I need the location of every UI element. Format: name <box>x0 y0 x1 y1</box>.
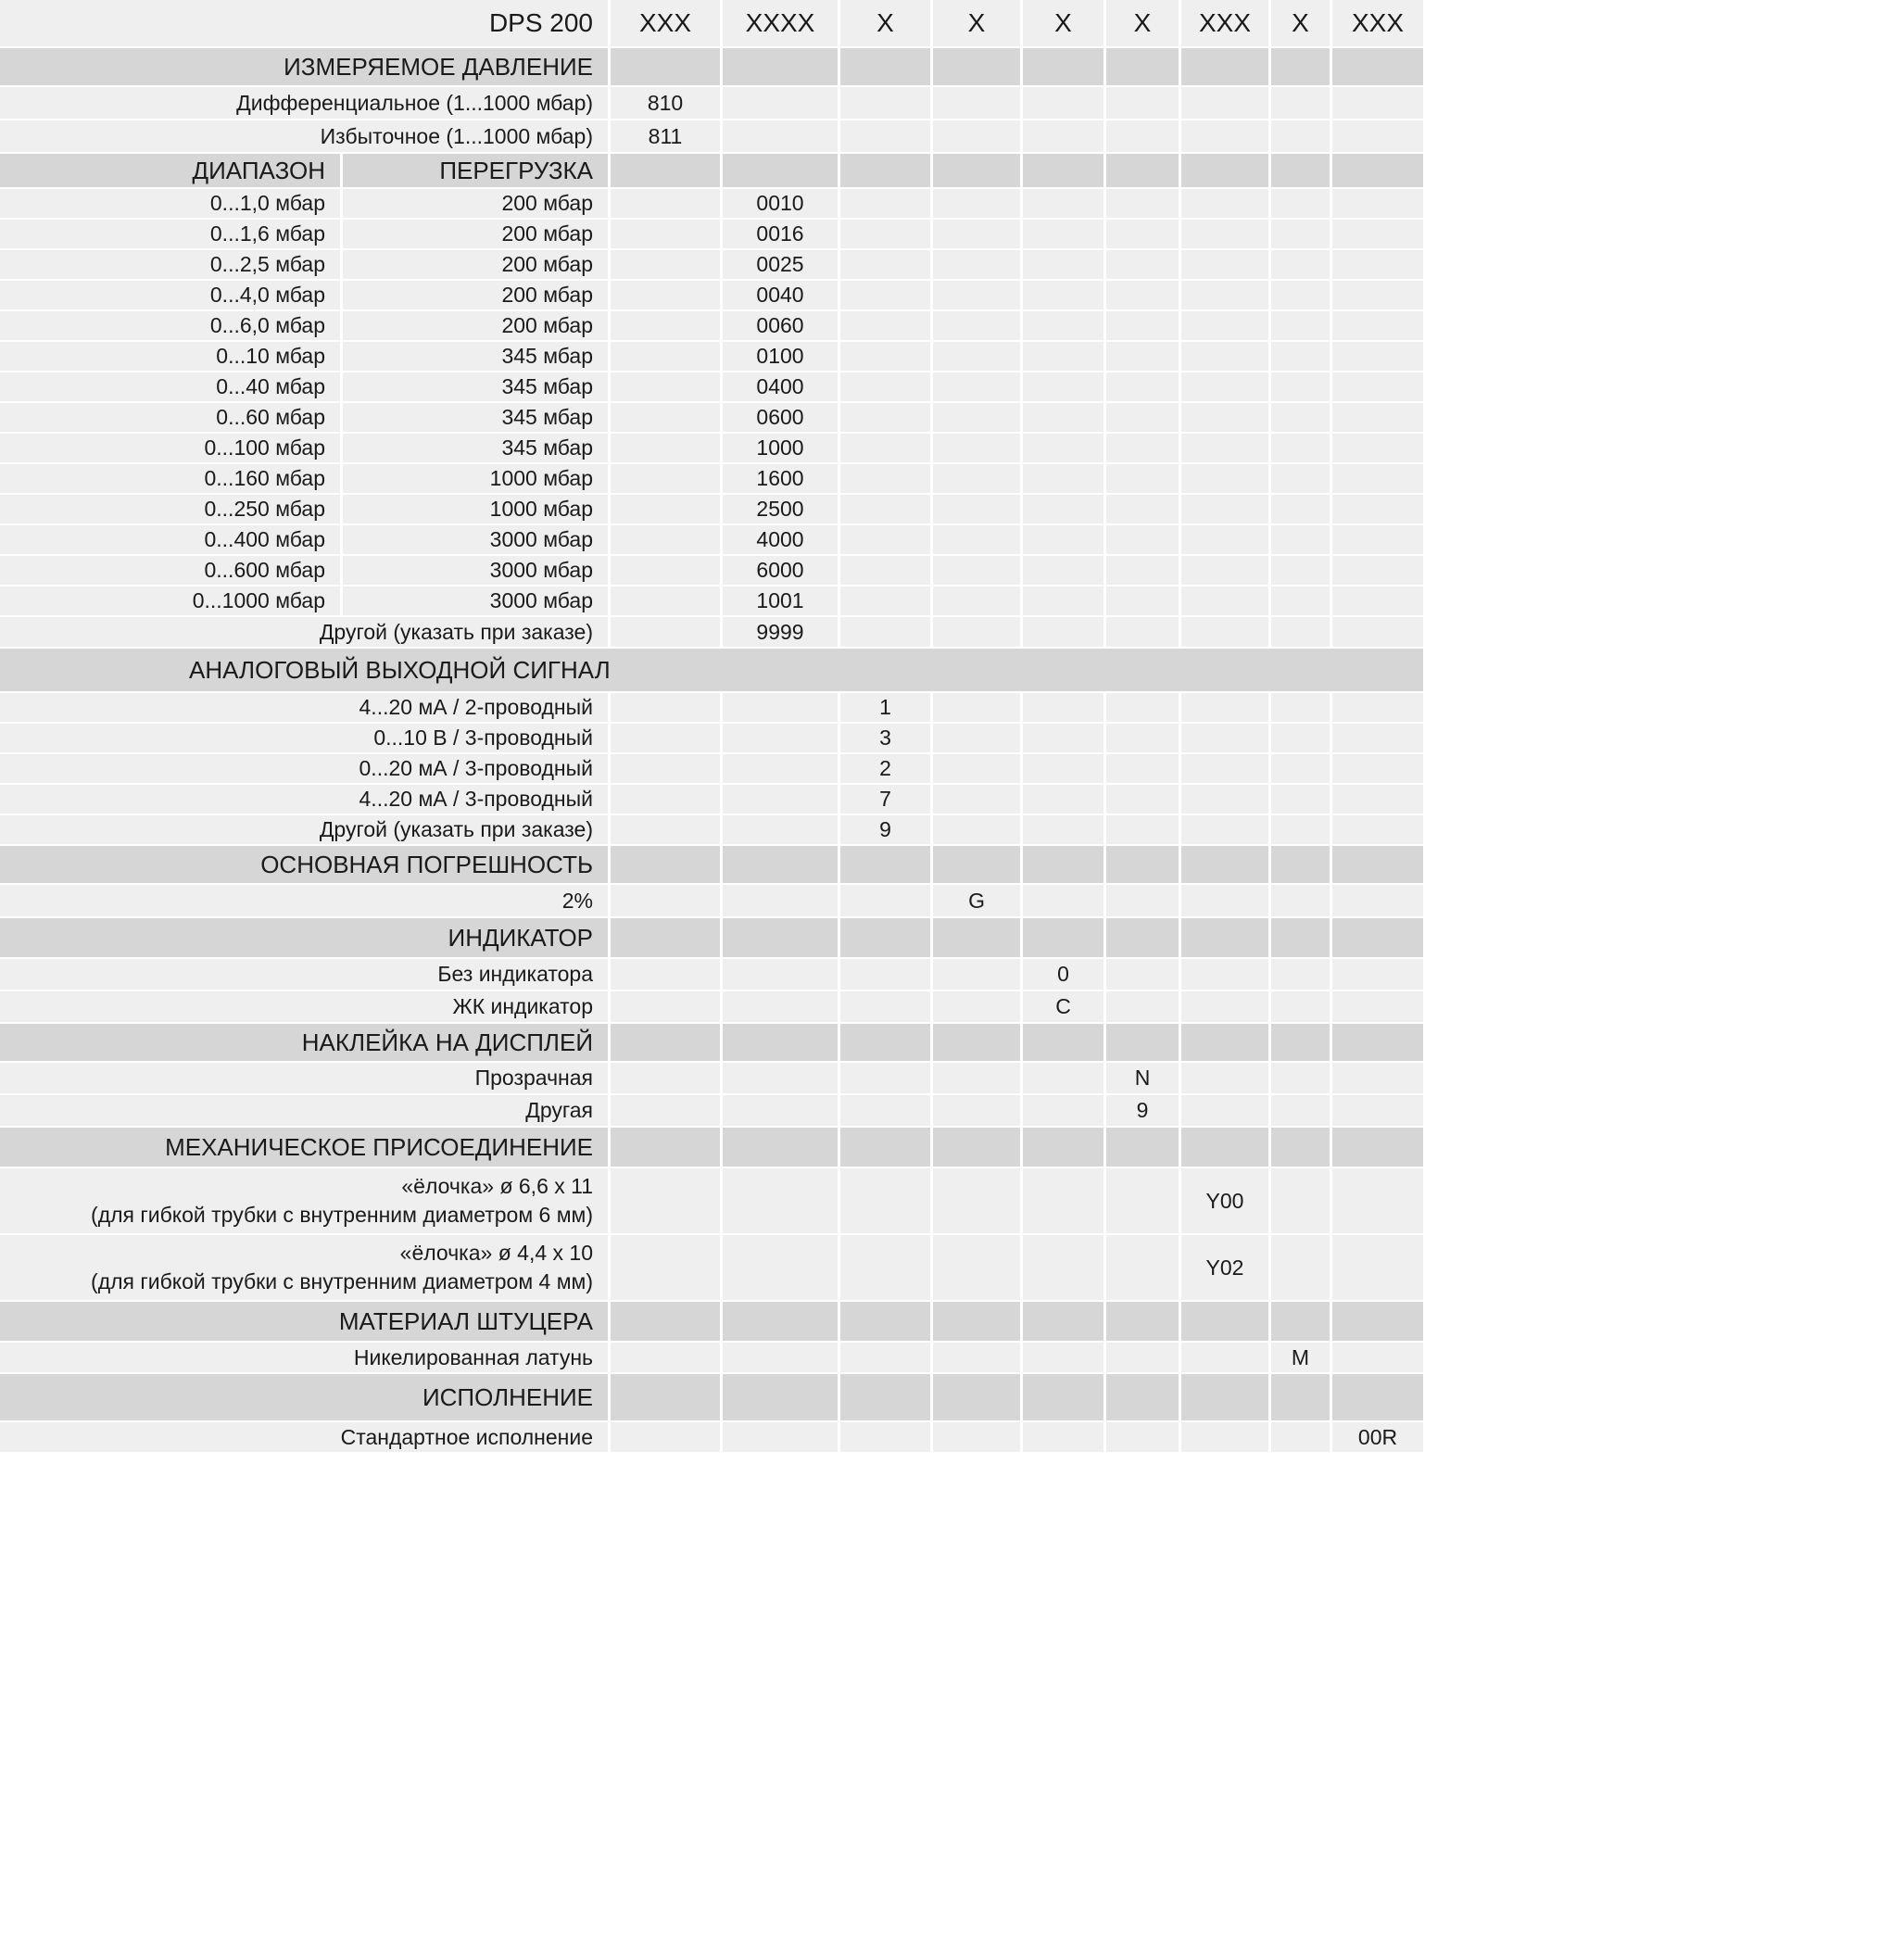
option-code: 00R <box>1332 1422 1423 1454</box>
section-header <box>0 1024 1423 1063</box>
table-row <box>0 587 1423 617</box>
section-header <box>0 918 1423 959</box>
section-header <box>0 1302 1423 1343</box>
overload-value: 200 мбар <box>343 189 611 220</box>
option-label: Другой (указать при заказе) <box>0 617 611 649</box>
option-code: 1001 <box>723 587 840 617</box>
option-label: Дифференциальное (1...1000 мбар) <box>0 87 611 120</box>
option-code: 9 <box>840 815 933 846</box>
table-row <box>0 464 1423 495</box>
option-code: 4000 <box>723 525 840 556</box>
table-row <box>0 1343 1423 1374</box>
range-value: 0...160 мбар <box>0 464 343 495</box>
table-row <box>0 342 1423 372</box>
table-row <box>0 991 1423 1024</box>
option-label-line2: (для гибкой трубки с внутренним диаметром 4 мм) <box>91 1269 594 1293</box>
option-code: 9 <box>1106 1095 1181 1128</box>
overload-value: 200 мбар <box>343 311 611 342</box>
code-position: XXX <box>611 0 723 48</box>
section-header <box>0 1374 1423 1422</box>
option-code: 9999 <box>723 617 840 649</box>
table-row <box>0 1235 1423 1302</box>
option-code: 6000 <box>723 556 840 587</box>
overload-column-title: ПЕРЕГРУЗКА <box>343 154 611 189</box>
table-row <box>0 959 1423 991</box>
overload-value: 345 мбар <box>343 372 611 403</box>
header-row <box>0 0 1423 48</box>
section-title: ИСПОЛНЕНИЕ <box>0 1374 611 1422</box>
option-code: 0600 <box>723 403 840 434</box>
section-header <box>0 154 1423 189</box>
range-value: 0...400 мбар <box>0 525 343 556</box>
table-row <box>0 1422 1423 1454</box>
option-code: 0016 <box>723 220 840 250</box>
range-value: 0...2,5 мбар <box>0 250 343 281</box>
table-row <box>0 693 1423 724</box>
table-row <box>0 372 1423 403</box>
range-value: 0...600 мбар <box>0 556 343 587</box>
option-label: Стандартное исполнение <box>0 1422 611 1454</box>
option-label: ЖК индикатор <box>0 991 611 1024</box>
option-code: 1000 <box>723 434 840 464</box>
table-row <box>0 311 1423 342</box>
model-name: DPS 200 <box>0 0 611 48</box>
option-code: 2 <box>840 754 933 785</box>
table-row <box>0 617 1423 649</box>
option-label: 4...20 мА / 3-проводный <box>0 785 611 815</box>
range-column-title: ДИАПАЗОН <box>0 154 343 189</box>
table-row <box>0 1168 1423 1235</box>
option-label: 4...20 мА / 2-проводный <box>0 693 611 724</box>
code-position: X <box>1106 0 1181 48</box>
code-position: X <box>1271 0 1332 48</box>
overload-value: 345 мбар <box>343 434 611 464</box>
option-code: 1600 <box>723 464 840 495</box>
option-code: 0060 <box>723 311 840 342</box>
range-value: 0...1000 мбар <box>0 587 343 617</box>
overload-value: 200 мбар <box>343 281 611 311</box>
overload-value: 200 мбар <box>343 250 611 281</box>
section-title: АНАЛОГОВЫЙ ВЫХОДНОЙ СИГНАЛ <box>0 649 1423 693</box>
range-value: 0...1,0 мбар <box>0 189 343 220</box>
option-label-line2: (для гибкой трубки с внутренним диаметром 6 мм) <box>91 1203 594 1227</box>
table-row <box>0 754 1423 785</box>
option-code: 0400 <box>723 372 840 403</box>
overload-value: 345 мбар <box>343 342 611 372</box>
overload-value: 3000 мбар <box>343 556 611 587</box>
option-label-line1: «ёлочка» ø 6,6 x 11 <box>401 1174 594 1198</box>
range-value: 0...60 мбар <box>0 403 343 434</box>
option-code: C <box>1023 991 1106 1024</box>
option-label: Никелированная латунь <box>0 1343 611 1374</box>
overload-value: 1000 мбар <box>343 495 611 525</box>
range-value: 0...6,0 мбар <box>0 311 343 342</box>
code-position: XXX <box>1332 0 1423 48</box>
range-value: 0...100 мбар <box>0 434 343 464</box>
range-value: 0...1,6 мбар <box>0 220 343 250</box>
table-row <box>0 525 1423 556</box>
table-row <box>0 434 1423 464</box>
section-title: НАКЛЕЙКА НА ДИСПЛЕЙ <box>0 1024 611 1063</box>
table-row <box>0 120 1423 154</box>
table-row <box>0 724 1423 754</box>
section-header <box>0 846 1423 885</box>
table-row <box>0 556 1423 587</box>
option-label: Другая <box>0 1095 611 1128</box>
overload-value: 1000 мбар <box>343 464 611 495</box>
option-code: 810 <box>611 87 723 120</box>
option-code: 0040 <box>723 281 840 311</box>
option-label: Прозрачная <box>0 1063 611 1095</box>
option-code: Y00 <box>1181 1168 1271 1235</box>
section-header <box>0 48 1423 87</box>
option-code: M <box>1271 1343 1332 1374</box>
range-value: 0...4,0 мбар <box>0 281 343 311</box>
overload-value: 200 мбар <box>343 220 611 250</box>
range-value: 0...250 мбар <box>0 495 343 525</box>
table-row <box>0 815 1423 846</box>
option-code: 2500 <box>723 495 840 525</box>
option-label: Избыточное (1...1000 мбар) <box>0 120 611 154</box>
table-row <box>0 885 1423 918</box>
option-code: G <box>933 885 1023 918</box>
table-row <box>0 250 1423 281</box>
section-title: ИНДИКАТОР <box>0 918 611 959</box>
option-code: N <box>1106 1063 1181 1095</box>
overload-value: 345 мбар <box>343 403 611 434</box>
option-label: 0...10 В / 3-проводный <box>0 724 611 754</box>
table-row <box>0 785 1423 815</box>
table-row <box>0 220 1423 250</box>
option-code: 0 <box>1023 959 1106 991</box>
option-code: 3 <box>840 724 933 754</box>
option-code: 0100 <box>723 342 840 372</box>
option-label <box>0 1235 611 1302</box>
option-label: Другой (указать при заказе) <box>0 815 611 846</box>
option-label: 0...20 мА / 3-проводный <box>0 754 611 785</box>
option-label <box>0 1168 611 1235</box>
option-label: Без индикатора <box>0 959 611 991</box>
table-row <box>0 1063 1423 1095</box>
section-title: ИЗМЕРЯЕМОЕ ДАВЛЕНИЕ <box>0 48 611 87</box>
option-code: 1 <box>840 693 933 724</box>
range-value: 0...40 мбар <box>0 372 343 403</box>
section-title: ОСНОВНАЯ ПОГРЕШНОСТЬ <box>0 846 611 885</box>
overload-value: 3000 мбар <box>343 587 611 617</box>
range-value: 0...10 мбар <box>0 342 343 372</box>
table-row <box>0 189 1423 220</box>
code-position: XXX <box>1181 0 1271 48</box>
code-position: X <box>1023 0 1106 48</box>
overload-value: 3000 мбар <box>343 525 611 556</box>
option-label-line1: «ёлочка» ø 4,4 x 10 <box>399 1241 594 1265</box>
option-code: Y02 <box>1181 1235 1271 1302</box>
option-code: 0025 <box>723 250 840 281</box>
section-header <box>0 1128 1423 1168</box>
table-row <box>0 87 1423 120</box>
option-code: 7 <box>840 785 933 815</box>
table-row <box>0 495 1423 525</box>
section-title: МАТЕРИАЛ ШТУЦЕРА <box>0 1302 611 1343</box>
table-row <box>0 1095 1423 1128</box>
table-row <box>0 403 1423 434</box>
section-title: МЕХАНИЧЕСКОЕ ПРИСОЕДИНЕНИЕ <box>0 1128 611 1168</box>
code-position: X <box>840 0 933 48</box>
option-code: 0010 <box>723 189 840 220</box>
option-label: 2% <box>0 885 611 918</box>
option-code: 811 <box>611 120 723 154</box>
code-position: XXXX <box>723 0 840 48</box>
section-header <box>0 649 1423 693</box>
table-row <box>0 281 1423 311</box>
code-position: X <box>933 0 1023 48</box>
